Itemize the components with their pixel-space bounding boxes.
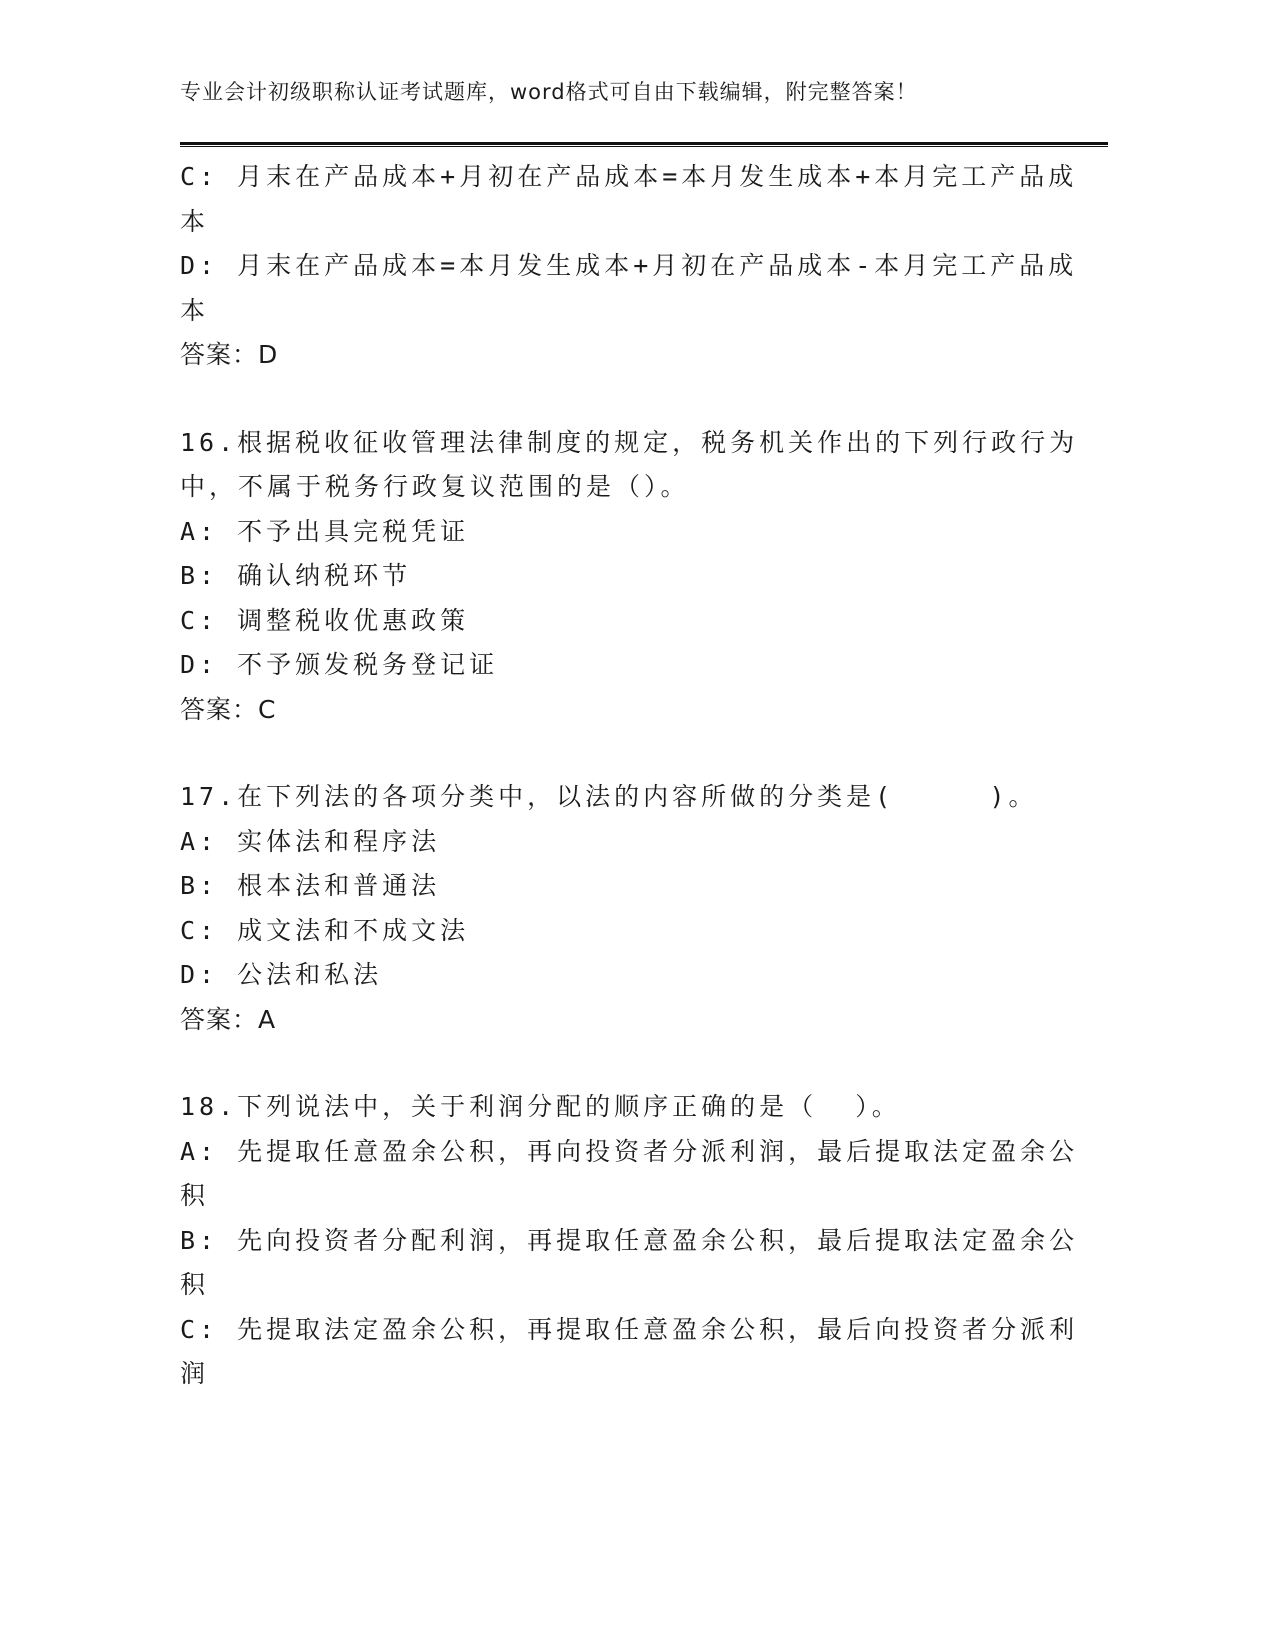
option-c: C: 调整税收优惠政策 — [180, 605, 470, 635]
spacer — [180, 1042, 1080, 1085]
option-d: D: 公法和私法 — [180, 960, 383, 989]
option-a-line-2: 积 — [180, 1181, 210, 1210]
option-d-line-2: 本 — [180, 295, 210, 325]
option-a: A: 不予出具完税凭证 — [180, 516, 470, 546]
question-stem: 17.在下列法的各项分类中，以法的内容所做的分类是( )。 — [180, 782, 1038, 811]
header-divider — [180, 142, 1108, 147]
option-b-line-2: 积 — [180, 1270, 210, 1299]
spacer — [180, 378, 1080, 421]
answer-line: 答案：A — [180, 1004, 277, 1034]
question-17 — [180, 775, 1080, 1042]
option-a: A: 实体法和程序法 — [180, 826, 441, 856]
option-a-line-1: A: 先提取任意盈余公积，再向投资者分派利润，最后提取法定盈余公 — [180, 1136, 1079, 1166]
question-stem-line-2: 中，不属于税务行政复议范围的是（）。 — [180, 472, 690, 501]
question-stem: 18.下列说法中，关于利润分配的顺序正确的是（ ）。 — [180, 1092, 901, 1121]
option-b-line-1: B: 先向投资者分配利润，再提取任意盈余公积，最后提取法定盈余公 — [180, 1225, 1079, 1255]
spacer — [180, 732, 1080, 775]
question-stem-line-1: 16.根据税收征收管理法律制度的规定，税务机关作出的下列行政行为 — [180, 427, 1079, 457]
option-d-line-1: D: 月末在产品成本=本月发生成本+月初在产品成本-本月完工产品成 — [180, 251, 1078, 280]
option-d: D: 不予颁发税务登记证 — [180, 650, 499, 679]
option-c: C: 成文法和不成文法 — [180, 915, 470, 945]
question-15-tail — [180, 155, 1080, 378]
option-b: B: 确认纳税环节 — [180, 561, 412, 590]
option-c-line-2: 润 — [180, 1359, 210, 1388]
question-16 — [180, 421, 1080, 733]
exam-content — [180, 155, 1080, 1397]
answer-line: 答案：C — [180, 694, 277, 724]
page-header: 专业会计初级职称认证考试题库，word格式可自由下载编辑，附完整答案！ — [180, 80, 918, 104]
answer-line: 答案：D — [180, 340, 279, 369]
option-c-line-2: 本 — [180, 206, 210, 236]
option-c-line-1: C: 先提取法定盈余公积，再提取任意盈余公积，最后向投资者分派利 — [180, 1314, 1079, 1344]
option-c-line-1: C: 月末在产品成本+月初在产品成本=本月发生成本+本月完工产品成 — [180, 162, 1078, 191]
option-b: B: 根本法和普通法 — [180, 871, 441, 900]
question-18 — [180, 1085, 1080, 1397]
